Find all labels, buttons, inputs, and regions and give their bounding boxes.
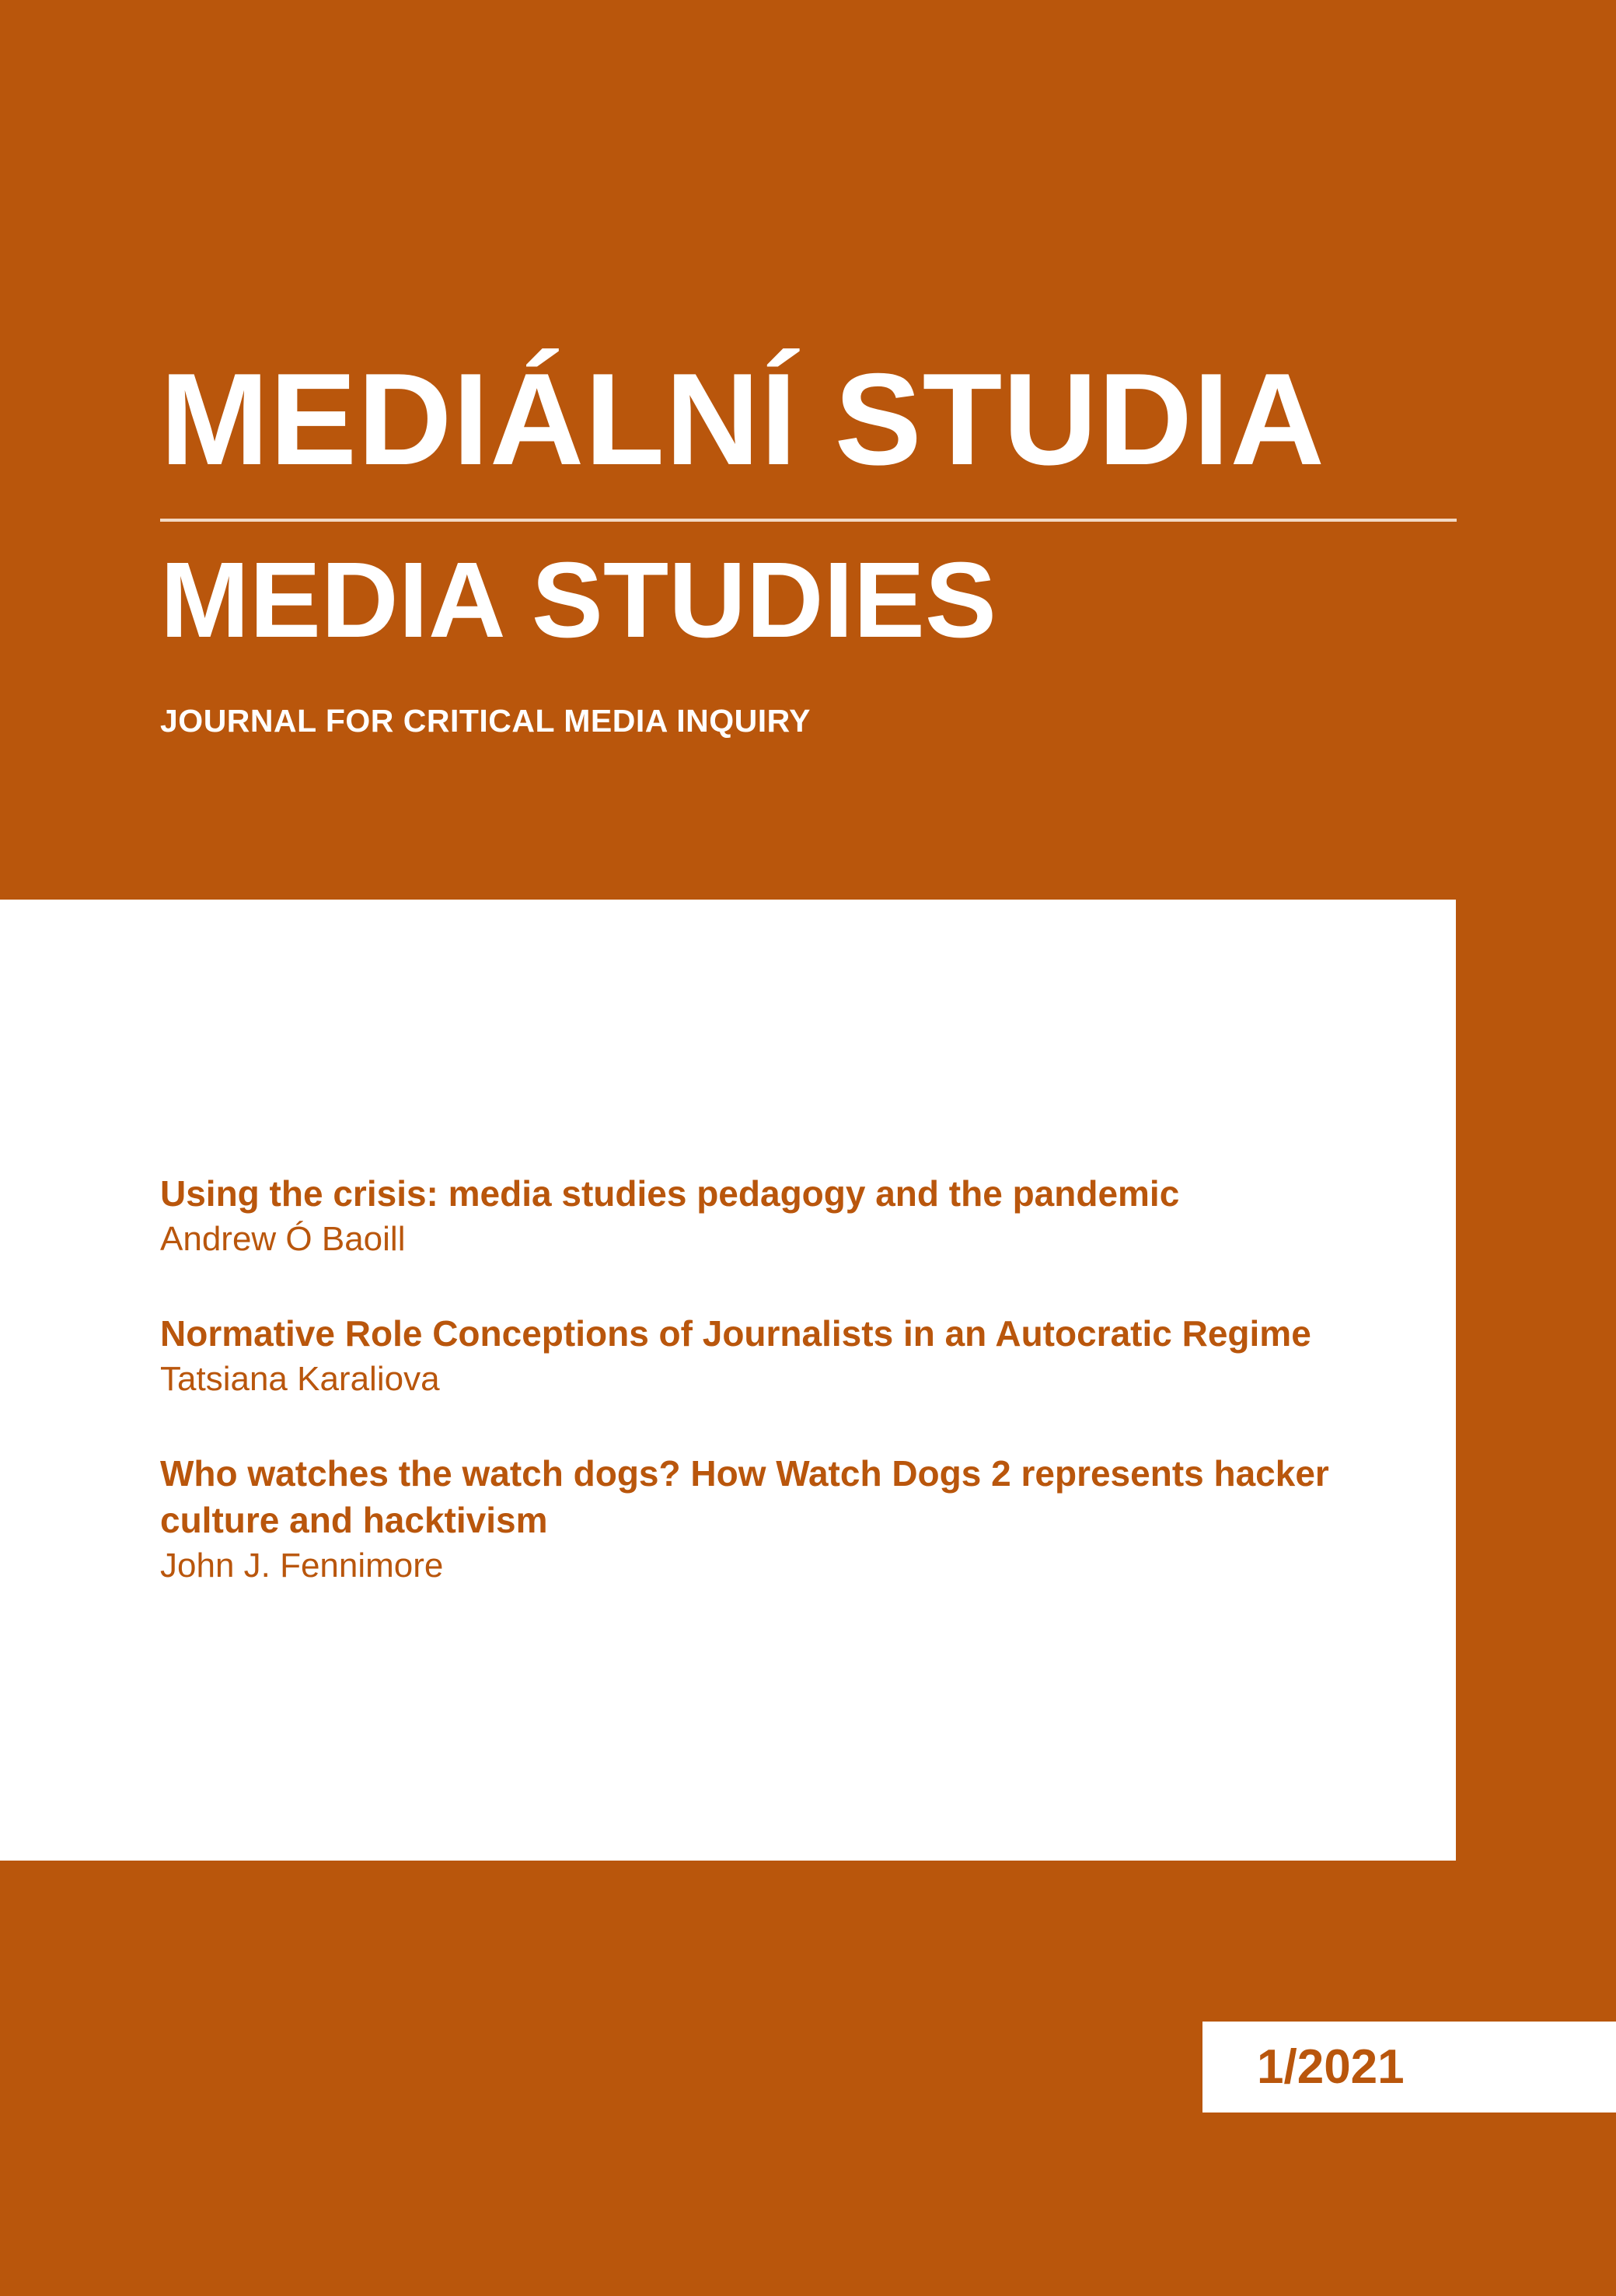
journal-subtitle: JOURNAL FOR CRITICAL MEDIA INQUIRY — [160, 703, 811, 739]
article-title: Using the crisis: media studies pedagogy and the pandemic — [160, 1173, 1180, 1214]
masthead — [160, 346, 1457, 739]
article-author: John J. Fennimore — [160, 1546, 444, 1585]
journal-title-czech: MEDIÁLNÍ STUDIA — [160, 346, 1325, 492]
issue-number: 1/2021 — [1257, 2040, 1405, 2094]
article-list — [160, 1170, 1419, 1637]
journal-title-english: MEDIA STUDIES — [160, 540, 996, 660]
article-item — [160, 1310, 1419, 1402]
article-title: Normative Role Conceptions of Journalists in an Autocratic Regime — [160, 1313, 1311, 1354]
title-divider — [160, 519, 1457, 522]
article-author: Andrew Ó Baoill — [160, 1220, 406, 1258]
issue-badge — [1202, 2022, 1616, 2113]
article-author: Tatsiana Karaliova — [160, 1360, 440, 1398]
article-item — [160, 1450, 1419, 1588]
article-item — [160, 1170, 1419, 1262]
article-title: Who watches the watch dogs? How Watch Dogs 2 represents hacker culture and hacktivism — [160, 1453, 1329, 1540]
contents-panel — [0, 900, 1456, 1861]
